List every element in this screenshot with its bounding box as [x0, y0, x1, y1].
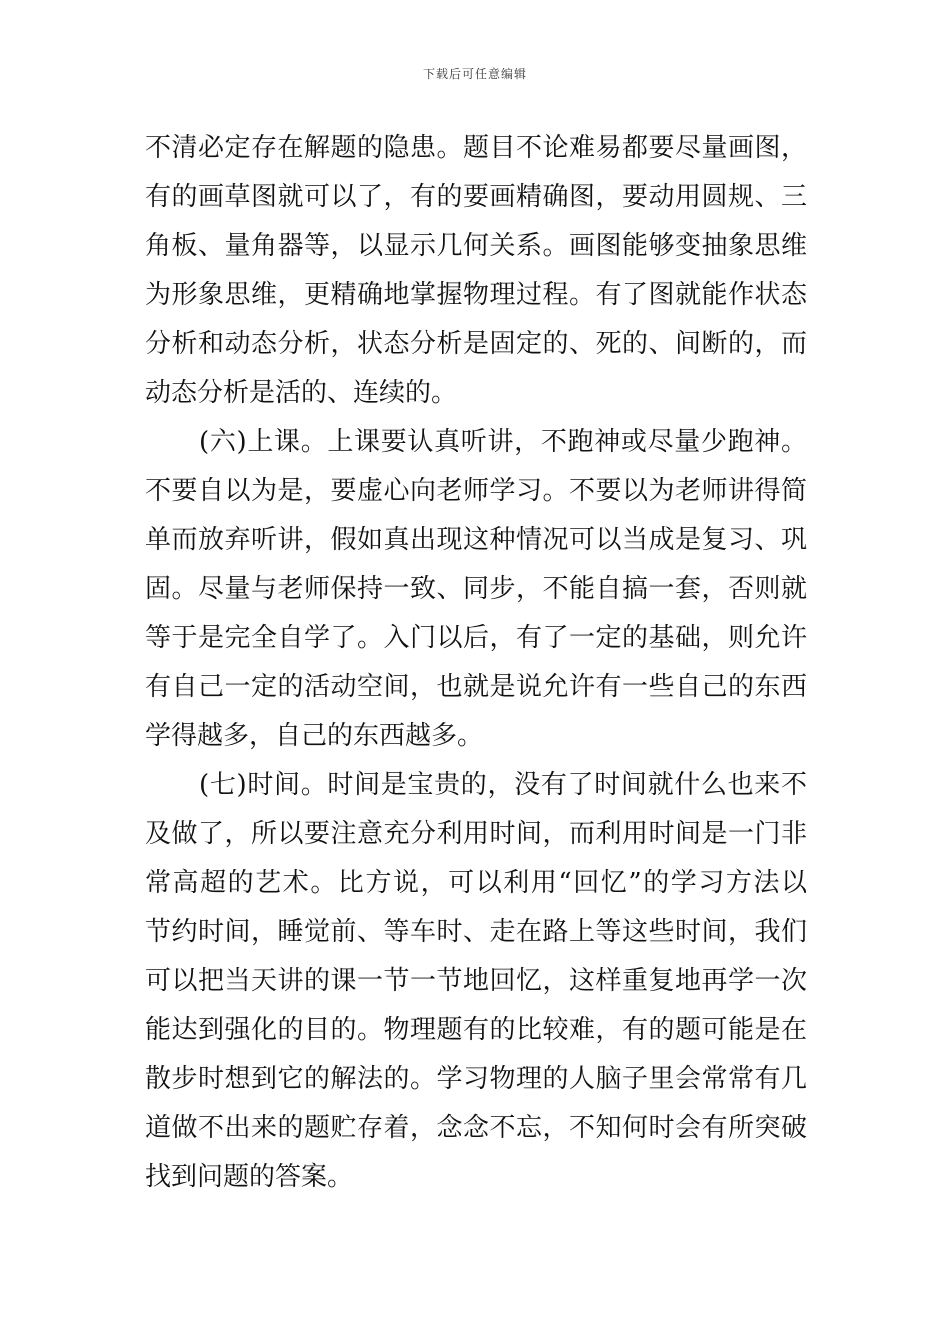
header-note: 下载后可任意编辑 — [422, 67, 527, 81]
text-line: 及做了，所以要注意充分利用时间，而利用时间是一门非 — [145, 819, 807, 849]
text-line: 为形象思维，更精确地掌握物理过程。有了图就能作状态 — [145, 280, 807, 310]
text-line: 学得越多，自己的东西越多。 — [145, 721, 484, 751]
text-line: 不要自以为是，要虚心向老师学习。不要以为老师讲得简 — [145, 476, 807, 506]
text-line: 有自己一定的活动空间，也就是说允许有一些自己的东西 — [145, 672, 807, 702]
text-line: 分析和动态分析，状态分析是固定的、死的、间断的，而 — [145, 329, 807, 359]
text-line: 常高超的艺术。比方说，可以利用“回忆”的学习方法以 — [145, 868, 807, 898]
text-line: 节约时间，睡觉前、等车时、走在路上等这些时间，我们 — [145, 917, 807, 947]
body-text — [145, 124, 807, 1202]
text-line: 道做不出来的题贮存着，念念不忘，不知何时会有所突破 — [145, 1113, 807, 1143]
text-line: 等于是完全自学了。入门以后，有了一定的基础，则允许 — [145, 623, 807, 653]
text-line: 不清必定存在解题的隐患。题目不论难易都要尽量画图， — [145, 133, 807, 163]
text-line: 找到问题的答案。 — [145, 1162, 354, 1192]
text-line: 散步时想到它的解法的。学习物理的人脑子里会常常有几 — [145, 1064, 807, 1094]
text-line: 动态分析是活的、连续的。 — [145, 378, 458, 408]
text-line: 单而放弃听讲，假如真出现这种情况可以当成是复习、巩 — [145, 525, 807, 555]
text-line: 角板、量角器等，以显示几何关系。画图能够变抽象思维 — [145, 231, 807, 261]
text-line: 固。尽量与老师保持一致、同步，不能自搞一套，否则就 — [145, 574, 807, 604]
text-line: 有的画草图就可以了，有的要画精确图，要动用圆规、三 — [145, 182, 807, 212]
text-line: 能达到强化的目的。物理题有的比较难，有的题可能是在 — [145, 1015, 807, 1045]
paragraph-start-line: (七)时间。时间是宝贵的，没有了时间就什么也来不 — [199, 770, 807, 800]
paragraph-start-line: (六)上课。上课要认真听讲，不跑神或尽量少跑神。 — [199, 427, 807, 457]
text-line: 可以把当天讲的课一节一节地回忆，这样重复地再学一次 — [145, 966, 807, 996]
